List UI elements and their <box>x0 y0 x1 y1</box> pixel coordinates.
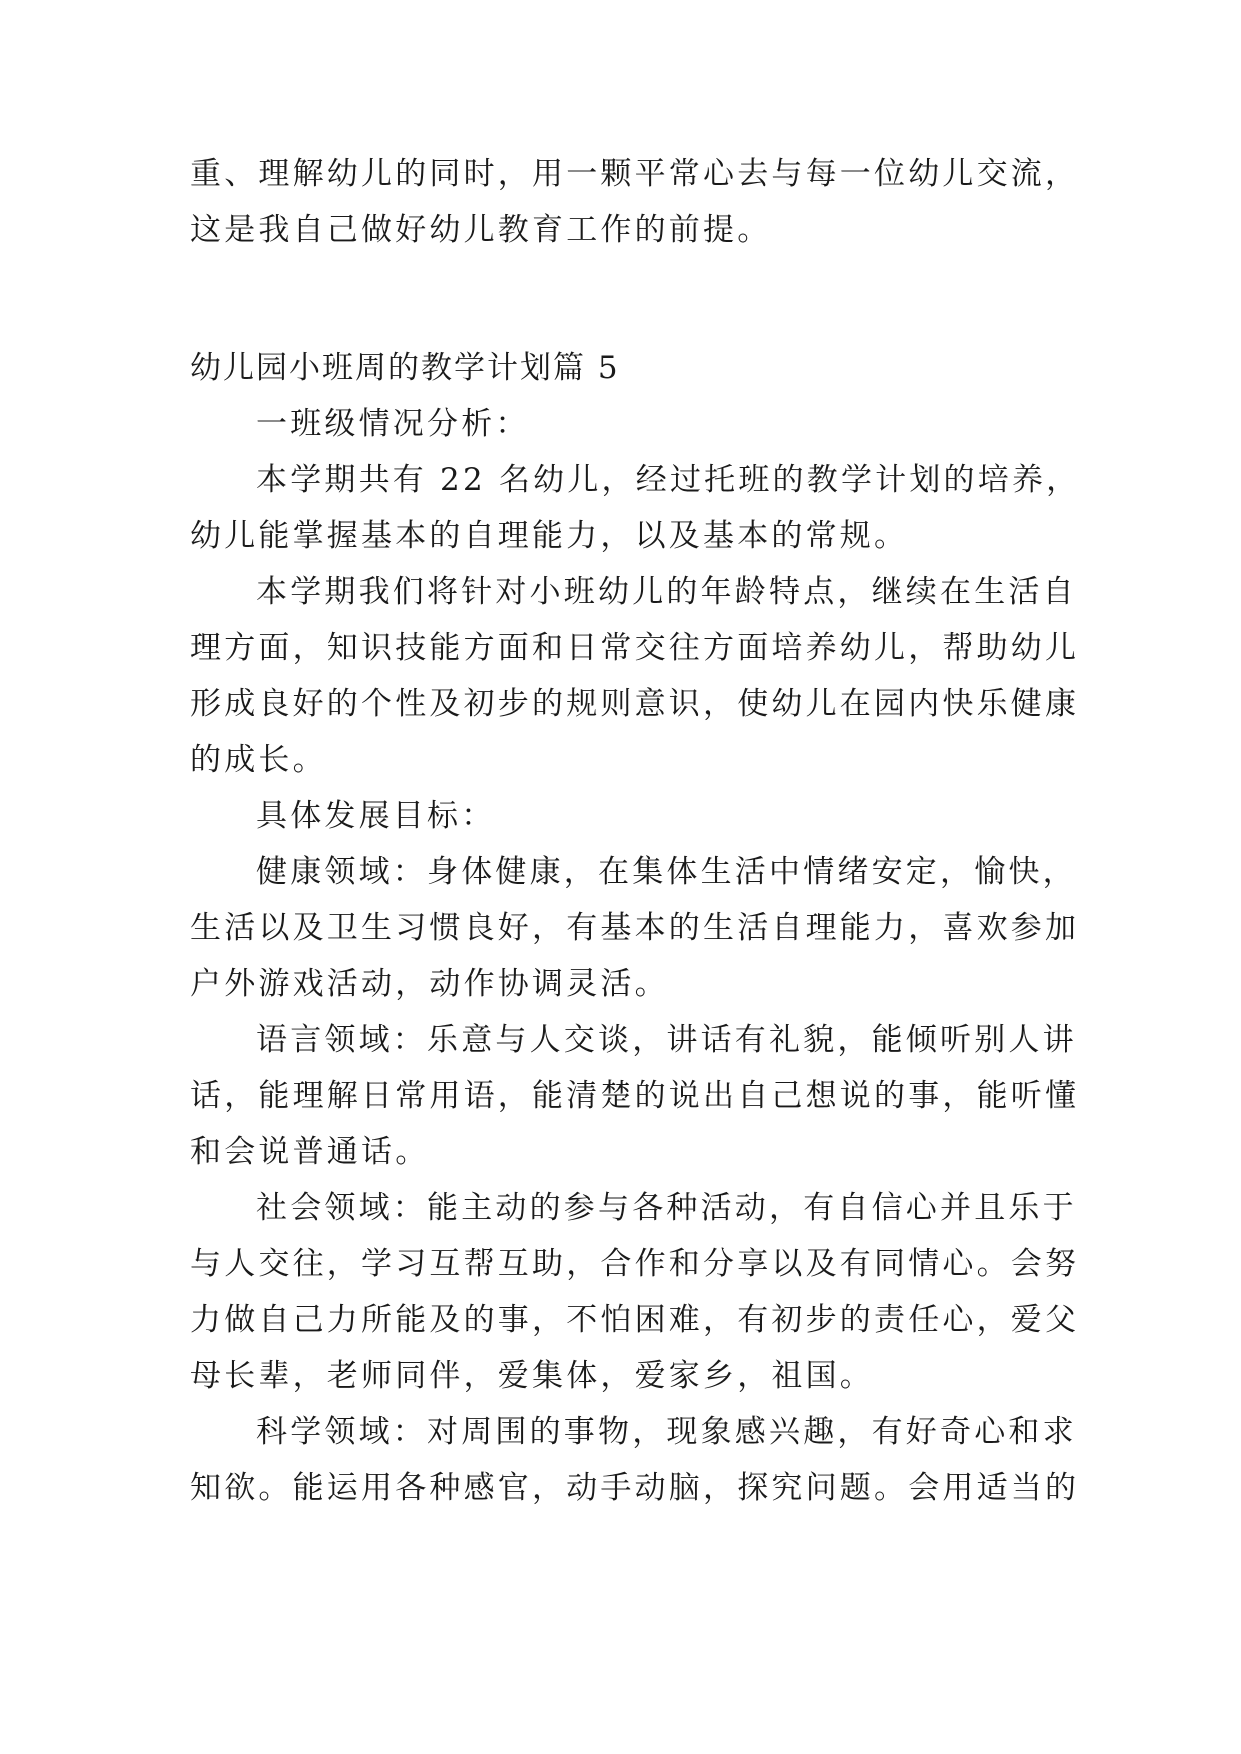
text-line: 这是我自己做好幼儿教育工作的前提。 <box>190 212 772 248</box>
paragraph-class-size <box>190 452 1081 564</box>
paragraph-class-analysis <box>190 396 1070 452</box>
text-line: 本学期共有 22 名幼儿，经过托班的教学计划的培养， <box>256 462 1081 498</box>
text-line: 的成长。 <box>190 742 327 778</box>
section-body <box>190 396 1081 1516</box>
paragraph-goals-heading <box>190 788 1070 844</box>
intro-paragraph <box>190 146 1080 258</box>
text-line: 形成良好的个性及初步的规则意识，使幼儿在园内快乐健康 <box>190 686 1080 722</box>
text-line: 语言领域：乐意与人交谈，讲话有礼貌，能倾听别人讲 <box>256 1022 1077 1058</box>
text-line: 与人交往，学习互帮互助，合作和分享以及有同情心。会努 <box>190 1246 1080 1282</box>
text-line: 母长辈，老师同伴，爱集体，爱家乡，祖国。 <box>190 1358 874 1394</box>
text-line: 科学领域：对周围的事物，现象感兴趣，有好奇心和求 <box>256 1414 1077 1450</box>
paragraph-science <box>190 1404 1080 1516</box>
text-line: 社会领域：能主动的参与各种活动，有自信心并且乐于 <box>256 1190 1077 1226</box>
paragraph-health <box>190 844 1080 1012</box>
text-line: 理方面，知识技能方面和日常交往方面培养幼儿，帮助幼儿 <box>190 630 1080 666</box>
text-line: 和会说普通话。 <box>190 1134 430 1170</box>
text-line: 具体发展目标： <box>256 798 496 834</box>
text-line: 幼儿能掌握基本的自理能力，以及基本的常规。 <box>190 518 909 554</box>
section-title: 幼儿园小班周的教学计划篇 5 <box>190 350 620 386</box>
text-line: 户外游戏活动，动作协调灵活。 <box>190 966 669 1002</box>
text-line: 本学期我们将针对小班幼儿的年龄特点，继续在生活自 <box>256 574 1077 610</box>
paragraph-social <box>190 1180 1080 1404</box>
text-line: 生活以及卫生习惯良好，有基本的生活自理能力，喜欢参加 <box>190 910 1080 946</box>
paragraph-semester-plan <box>190 564 1080 788</box>
text-line: 重、理解幼儿的同时，用一颗平常心去与每一位幼儿交流， <box>190 156 1080 192</box>
text-line: 一班级情况分析： <box>256 406 530 442</box>
text-line: 知欲。能运用各种感官，动手动脑，探究问题。会用适当的 <box>190 1470 1080 1506</box>
paragraph-language <box>190 1012 1080 1180</box>
text-line: 话，能理解日常用语，能清楚的说出自己想说的事，能听懂 <box>190 1078 1080 1114</box>
text-line: 健康领域：身体健康，在集体生活中情绪安定，愉快， <box>256 854 1077 890</box>
text-line: 力做自己力所能及的事，不怕困难，有初步的责任心，爱父 <box>190 1302 1080 1338</box>
